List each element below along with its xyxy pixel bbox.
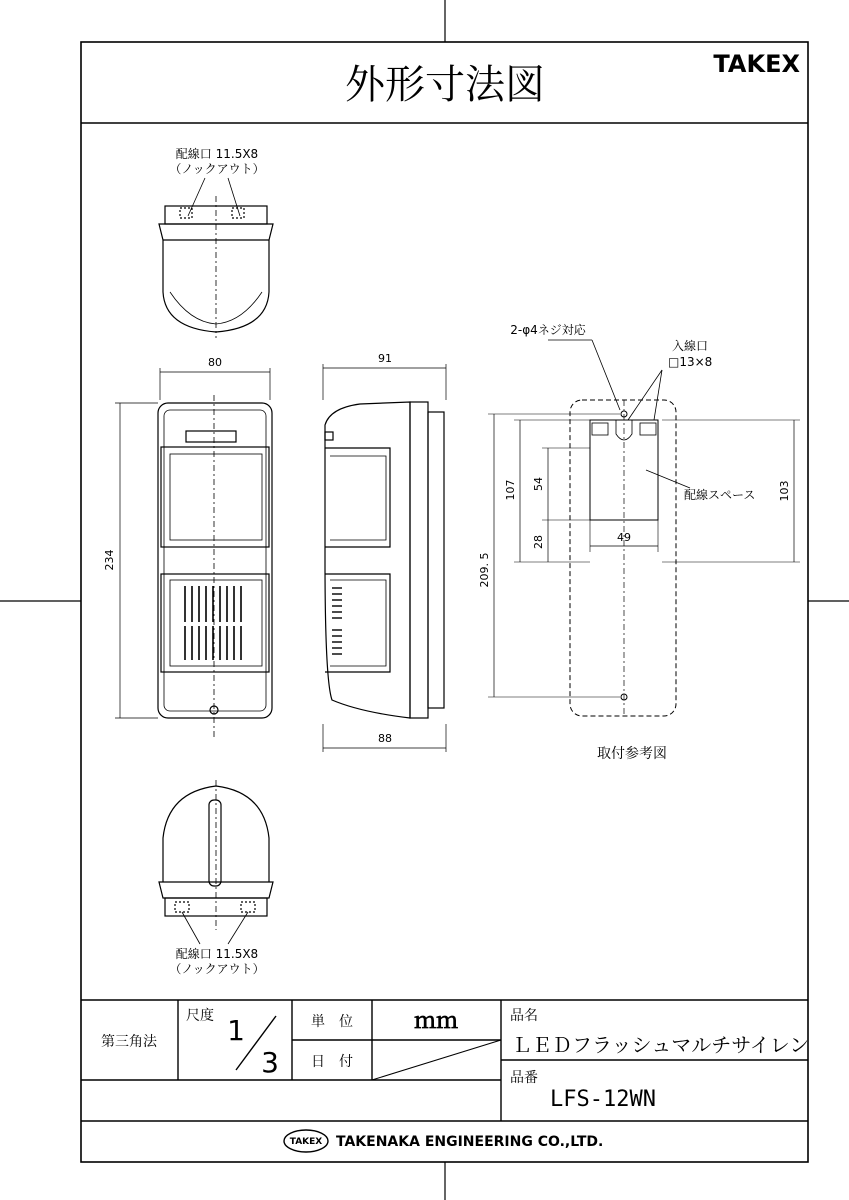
top-view <box>159 147 273 338</box>
date-label: 日 付 <box>311 1054 353 1070</box>
bottom-knockout-label: 配線口 11.5X8 <box>175 947 259 961</box>
top-knockout-sub: （ノックアウト） <box>169 162 265 176</box>
company-logo-text: TAKEX <box>289 1137 323 1147</box>
scale-label: 尺度 <box>186 1008 214 1024</box>
dim-front-width: 80 <box>208 356 222 369</box>
dim-103: 103 <box>778 480 791 502</box>
company-name: TAKENAKA ENGINEERING CO.,LTD. <box>336 1134 604 1150</box>
wiring-space-label: 配線スペース <box>684 488 756 502</box>
company-logo <box>284 1130 328 1152</box>
product-code-label: 品番 <box>510 1070 538 1086</box>
screw-label: 2-φ4ネジ対応 <box>510 323 586 337</box>
front-view <box>103 356 272 738</box>
scale-numerator: 1 <box>227 1014 245 1047</box>
speaker-grille <box>185 586 241 660</box>
inlet-label: 入線口 <box>672 339 709 353</box>
dim-49: 49 <box>617 531 631 544</box>
dim-side-depth-top: 91 <box>378 352 392 365</box>
mounting-reference <box>478 323 800 762</box>
bottom-view <box>159 780 273 976</box>
product-code-value: LFS-12WN <box>550 1087 656 1112</box>
product-name-label: 品名 <box>510 1008 538 1024</box>
brand-logo: TAKEX <box>713 50 800 78</box>
unit-label: 単 位 <box>311 1014 353 1030</box>
scale-denominator: 3 <box>261 1046 279 1079</box>
mount-caption: 取付参考図 <box>597 746 667 762</box>
projection-label: 第三角法 <box>101 1034 157 1050</box>
bottom-knockout-sub: （ノックアウト） <box>169 962 265 976</box>
top-knockout-label: 配線口 11.5X8 <box>175 147 259 161</box>
dim-209-5: 209. 5 <box>478 552 491 588</box>
product-name-value: ＬＥＤフラッシュマルチサイレン <box>512 1033 810 1057</box>
dim-front-height: 234 <box>103 549 116 571</box>
side-view <box>323 352 446 752</box>
dim-side-depth-bottom: 88 <box>378 732 392 745</box>
page-title: 外形寸法図 <box>345 62 545 108</box>
inlet-size: □13×8 <box>668 355 713 369</box>
dim-54: 54 <box>532 477 545 491</box>
dim-28: 28 <box>532 535 545 549</box>
dim-107: 107 <box>504 479 517 501</box>
unit-value: ｍｍ <box>413 1009 459 1034</box>
